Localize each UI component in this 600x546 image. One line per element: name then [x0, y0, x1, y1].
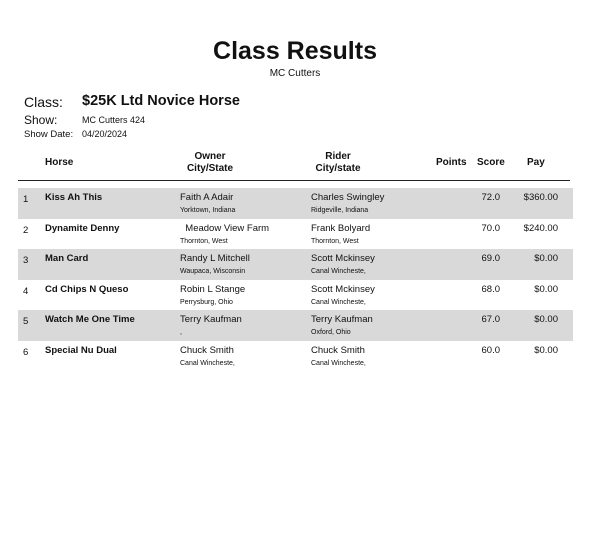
- rider-city: Canal Wincheste,: [311, 359, 366, 367]
- pay: $0.00: [534, 253, 558, 264]
- show-date-label: Show Date:: [24, 129, 74, 140]
- table-row: [18, 249, 573, 280]
- owner-name: Faith A Adair: [180, 192, 234, 203]
- show-label: Show:: [24, 113, 58, 127]
- place: 5: [23, 316, 29, 327]
- results-table: [18, 188, 573, 371]
- owner-city: Yorktown, Indiana: [180, 207, 236, 214]
- header-rider: Rider: [325, 151, 351, 162]
- rider-city: Canal Wincheste,: [311, 298, 366, 306]
- pay: $360.00: [523, 192, 558, 203]
- table-row: [18, 188, 573, 219]
- header-owner: Owner: [194, 151, 226, 162]
- class-label: Class:: [24, 94, 63, 110]
- owner-city: ,: [180, 329, 182, 336]
- owner-name: Terry Kaufman: [180, 314, 242, 325]
- table-row: [18, 310, 573, 341]
- place: 4: [23, 285, 29, 297]
- score: 72.0: [481, 192, 500, 203]
- show-date-value: 04/20/2024: [82, 129, 128, 139]
- pay: $0.00: [534, 283, 558, 295]
- score: 67.0: [481, 314, 500, 325]
- class-value: $25K Ltd Novice Horse: [82, 93, 240, 109]
- pay: $240.00: [523, 222, 558, 234]
- page-title: Class Results: [213, 37, 377, 65]
- owner-city: Canal Wincheste,: [180, 359, 235, 367]
- rider-city: Thornton, West: [311, 237, 359, 245]
- score: 60.0: [481, 344, 500, 356]
- show-value: MC Cutters 424: [82, 115, 146, 125]
- header-horse: Horse: [45, 157, 74, 168]
- pay: $0.00: [534, 314, 558, 325]
- header-score: Score: [477, 157, 505, 168]
- rider-name: Charles Swingley: [311, 192, 385, 203]
- place: 2: [23, 224, 29, 236]
- page-subtitle: MC Cutters: [269, 68, 321, 79]
- header-owner-city: City/State: [186, 163, 234, 174]
- owner-city: Waupaca, Wisconsin: [180, 268, 246, 275]
- owner-city: Perrysburg, Ohio: [180, 298, 233, 306]
- table-row: [18, 341, 573, 372]
- horse-name: Man Card: [45, 253, 89, 264]
- pay: $0.00: [534, 344, 558, 356]
- horse-name: Special Nu Dual: [45, 344, 117, 356]
- score: 68.0: [481, 283, 500, 295]
- horse-name: Watch Me One Time: [45, 314, 135, 325]
- owner-name: Randy L Mitchell: [180, 253, 250, 264]
- header-divider: [18, 180, 570, 181]
- rider-city: Canal Wincheste,: [311, 268, 366, 275]
- score: 69.0: [481, 253, 500, 264]
- place: 1: [23, 194, 29, 205]
- owner-name: Chuck Smith: [180, 344, 234, 356]
- table-row: [18, 219, 573, 250]
- rider-name: Scott Mckinsey: [311, 283, 375, 295]
- owner-name: Meadow View Farm: [180, 222, 270, 234]
- header-pay: Pay: [527, 157, 545, 168]
- rider-city: Oxford, Ohio: [311, 329, 351, 336]
- owner-city: Thornton, West: [180, 237, 228, 245]
- rider-name: Scott Mckinsey: [311, 253, 375, 264]
- rider-city: Ridgeville, Indiana: [311, 207, 369, 214]
- horse-name: Dynamite Denny: [45, 222, 120, 234]
- header-rider-city: City/state: [315, 163, 361, 174]
- horse-name: Cd Chips N Queso: [45, 283, 129, 295]
- score: 70.0: [481, 222, 500, 234]
- table-row: [18, 280, 573, 311]
- owner-name: Robin L Stange: [180, 283, 246, 295]
- rider-name: Terry Kaufman: [311, 314, 373, 325]
- rider-name: Frank Bolyard: [311, 222, 371, 234]
- place: 3: [23, 255, 29, 266]
- horse-name: Kiss Ah This: [45, 192, 103, 203]
- header-points: Points: [436, 157, 467, 168]
- rider-name: Chuck Smith: [311, 344, 365, 356]
- place: 6: [23, 346, 29, 358]
